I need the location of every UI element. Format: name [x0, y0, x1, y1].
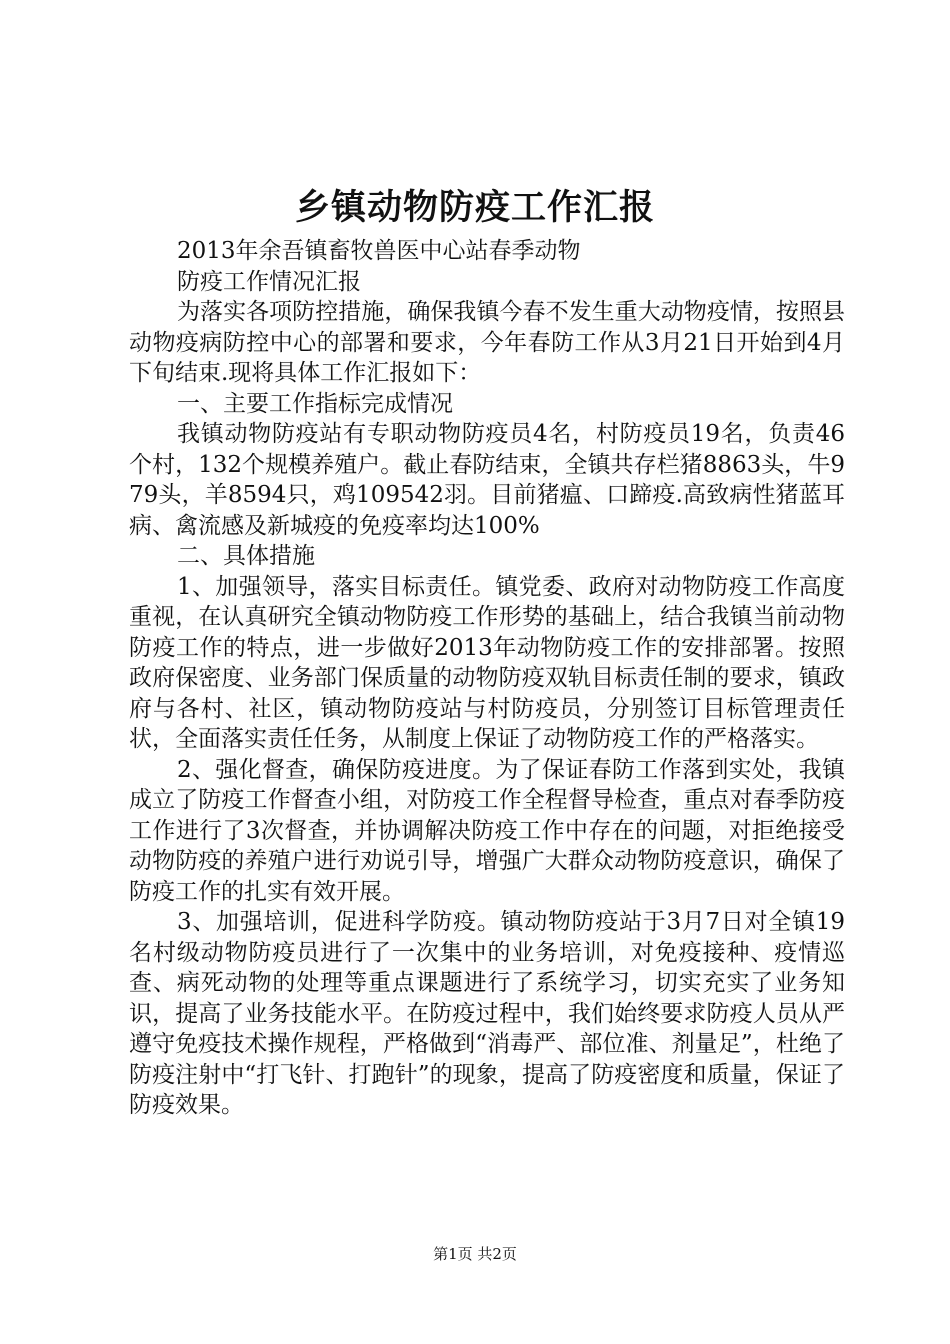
intro-paragraph: 为落实各项防控措施，确保我镇今春不发生重大动物疫情，按照县动物疫病防控中心的部署和要求，今年春防工作从3月21日开始到4月下旬结束.现将具体工作汇报如下：	[129, 299, 845, 386]
section-1-paragraph: 我镇动物防疫站有专职动物防疫员4名，村防疫员19名，负责46个村，132个规模养殖户。截止春防结束，全镇共存栏猪8863头，牛979头，羊8594只，鸡109542羽。目前猪瘟、口蹄疫.高致病性猪蓝耳病、禽流感及新城疫的免疫率均达100%	[129, 421, 845, 539]
section-heading-1: 一、主要工作指标完成情况	[177, 390, 453, 417]
measure-3-paragraph: 3、加强培训，促进科学防疫。镇动物防疫站于3月7日对全镇19名村级动物防疫员进行了一次集中的业务培训，对免疫接种、疫情巡查、病死动物的处理等重点课题进行了系统学习，切实充实了业务知识，提高了业务技能水平。在防疫过程中，我们始终要求防疫人员从严遵守免疫技术操作规程，严格做到“消毒严、部位准、剂量足”，杜绝了防疫注射中“打飞针、打跑针”的现象，提高了防疫密度和质量，保证了防疫效果。	[129, 909, 845, 1118]
measure-1-paragraph: 1、加强领导，落实目标责任。镇党委、政府对动物防疫工作高度重视，在认真研究全镇动物防疫工作形势的基础上，结合我镇当前动物防疫工作的特点，进一步做好2013年动物防疫工作的安排部署。按照政府保密度、业务部门保质量的动物防疫双轨目标责任制的要求，镇政府与各村、社区，镇动物防疫站与村防疫员，分别签订目标管理责任状，全面落实责任任务，从制度上保证了动物防疫工作的严格落实。	[129, 573, 845, 752]
measure-2-paragraph: 2、强化督查，确保防疫进度。为了保证春防工作落到实处，我镇成立了防疫工作督查小组，对防疫工作全程督导检查，重点对春季防疫工作进行了3次督查，并协调解决防疫工作中存在的问题，对拒绝接受动物防疫的养殖户进行劝说引导，增强广大群众动物防疫意识，确保了防疫工作的扎实有效开展。	[129, 756, 845, 905]
section-heading-2: 二、具体措施	[177, 543, 315, 569]
document-body	[129, 236, 845, 1121]
subtitle-line-2: 防疫工作情况汇报	[177, 268, 361, 295]
subtitle-line-1: 2013年余吾镇畜牧兽医中心站春季动物	[177, 238, 581, 264]
document-title: 乡镇动物防疫工作汇报	[294, 187, 655, 228]
page-footer: 第1页 共2页	[433, 1245, 517, 1263]
